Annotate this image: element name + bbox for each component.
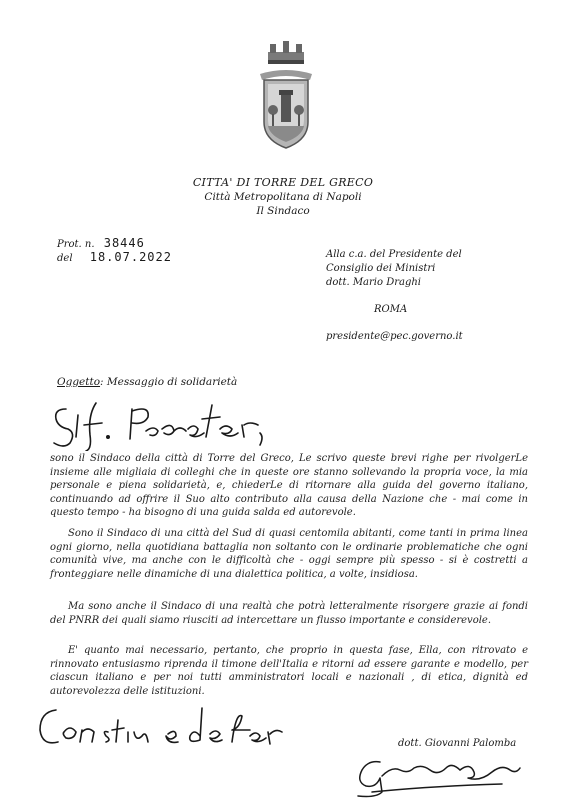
recipient-email: presidente@pec.governo.it <box>326 331 463 342</box>
recipient-line-1: Alla c.a. del Presidente del <box>326 249 462 260</box>
city-name: CITTA' DI TORRE DEL GRECO <box>192 176 374 189</box>
protocol-number-value: 38446 <box>103 236 145 250</box>
body-paragraph-2: Sono il Sindaco di una città del Sud di quasi centomila abitanti, come tanti in prima linea ogni giorno, nella quotidiana battaglia non soltanto con le ordinarie problematiche che ogni comunità vive, ma anche con le difficoltà che - oggi sempre più spesso - si è costretti a fronteggiare nelle dinamiche di una dialettica politica, a volte, insidiosa. <box>50 528 528 580</box>
city-coat-of-arms-icon <box>254 40 318 155</box>
handwritten-closing-icon <box>36 702 286 752</box>
subject-text: : Messaggio di solidarietà <box>100 376 238 388</box>
office-title: Il Sindaco <box>256 205 310 217</box>
protocol-date <box>57 250 172 264</box>
subject-label: Oggetto <box>57 376 101 388</box>
recipient-line-2: Consiglio dei Ministri <box>326 263 436 274</box>
recipient-city: ROMA <box>374 304 408 315</box>
handwritten-salutation-icon <box>46 395 276 451</box>
protocol-date-value: 18.07.2022 <box>89 250 172 264</box>
signer-name: dott. Giovanni Palomba <box>398 738 517 749</box>
protocol-number <box>57 236 145 250</box>
body-paragraph-1: sono il Sindaco della città di Torre del Greco, Le scrivo queste brevi righe per rivolgerLe insieme alle migliaia di colleghi che in queste ore stanno sollevando la propria voce, la mia personale e piena solidarietà, e, chiederLe di ritornare alla guida del governo italiano, continuando ad offrire il Suo alto contributo alla causa della Nazione che - mai come in questo tempo - ha bisogno di una guida salda ed autorevole. <box>50 453 528 518</box>
subject-line <box>57 376 237 388</box>
metro-city-name: Città Metropolitana di Napoli <box>204 191 362 203</box>
body-paragraph-4: E' quanto mai necessario, pertanto, che proprio in questa fase, Ella, con ritrovato e rinnovato entusiasmo riprenda il timone dell'Italia e ritorni ad essere garante e modello, per ciascun italiano e per noi tutti amministratori locali e nazionali , di etica, dignità ed autorevolezza delle istituzioni. <box>50 645 528 697</box>
protocol-date-label: del <box>57 253 73 264</box>
recipient-line-3: dott. Mario Draghi <box>326 277 421 288</box>
handwritten-signature-icon <box>352 752 522 798</box>
protocol-number-label: Prot. n. <box>57 239 95 250</box>
body-paragraph-3: Ma sono anche il Sindaco di una realtà che potrà letteralmente risorgere grazie ai fondi del PNRR dei quali siamo riusciti ad intercettare un flusso importante e considerevole. <box>50 601 528 626</box>
